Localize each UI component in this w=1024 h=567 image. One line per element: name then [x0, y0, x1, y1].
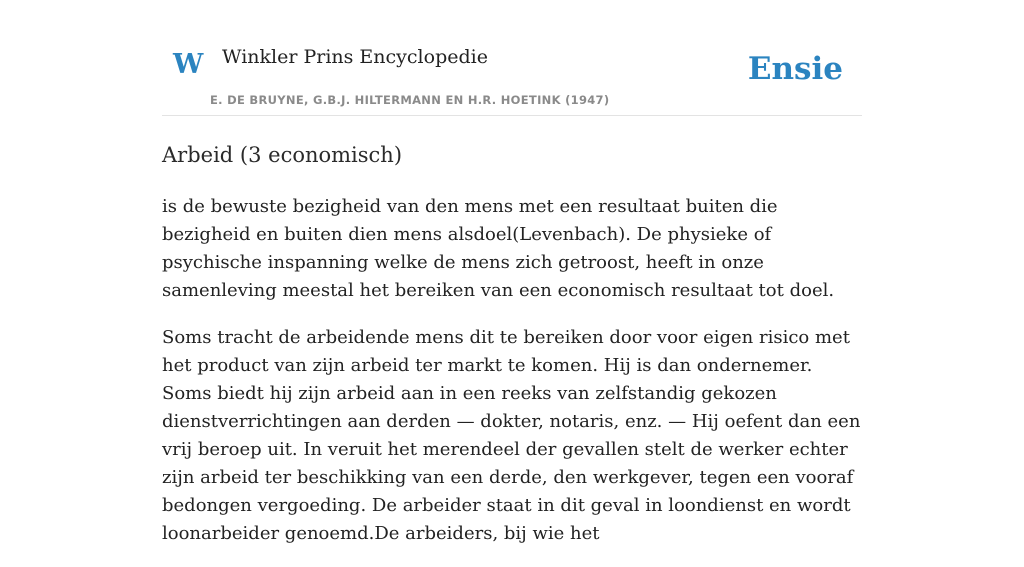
article-paragraph: is de bewuste bezigheid van den mens met een resultaat buiten die bezigheid en buiten dien mens alsdoel(Levenbach). De physieke of psychische inspanning welke de mens zich getroost, heeft in onze samenleving meestal het bereiken van een economisch resultaat tot doel.	[162, 196, 835, 302]
site-header	[162, 0, 862, 116]
authors-line: E. DE BRUYNE, G.B.J. HILTERMANN EN H.R. HOETINK (1947)	[210, 93, 610, 107]
article-paragraph: Soms tracht de arbeidende mens dit te bereiken door voor eigen risico met het product van zijn arbeid ter markt te komen. Hij is dan ondernemer. Soms biedt hij zijn arbeid aan in een reeks van zelfstandig gekozen dienstverrichtingen aan derden — dokter, notaris, enz. — Hij oefent dan een vrij beroep uit. In veruit het merendeel der gevallen stelt de werker echter zijn arbeid ter beschikking van een derde, den werkgever, tegen een vooraf bedongen vergoeding. De arbeider staat in dit geval in loondienst en wordt loonarbeider genoemd.De arbeiders, bij wie het	[162, 327, 861, 545]
article-title: Arbeid (3 economisch)	[162, 143, 403, 167]
article	[162, 130, 862, 567]
ensie-logo[interactable]: Ensie	[747, 51, 843, 87]
work-title[interactable]: Winkler Prins Encyclopedie	[222, 46, 488, 68]
winkler-prins-logo-icon[interactable]: W	[173, 49, 204, 80]
